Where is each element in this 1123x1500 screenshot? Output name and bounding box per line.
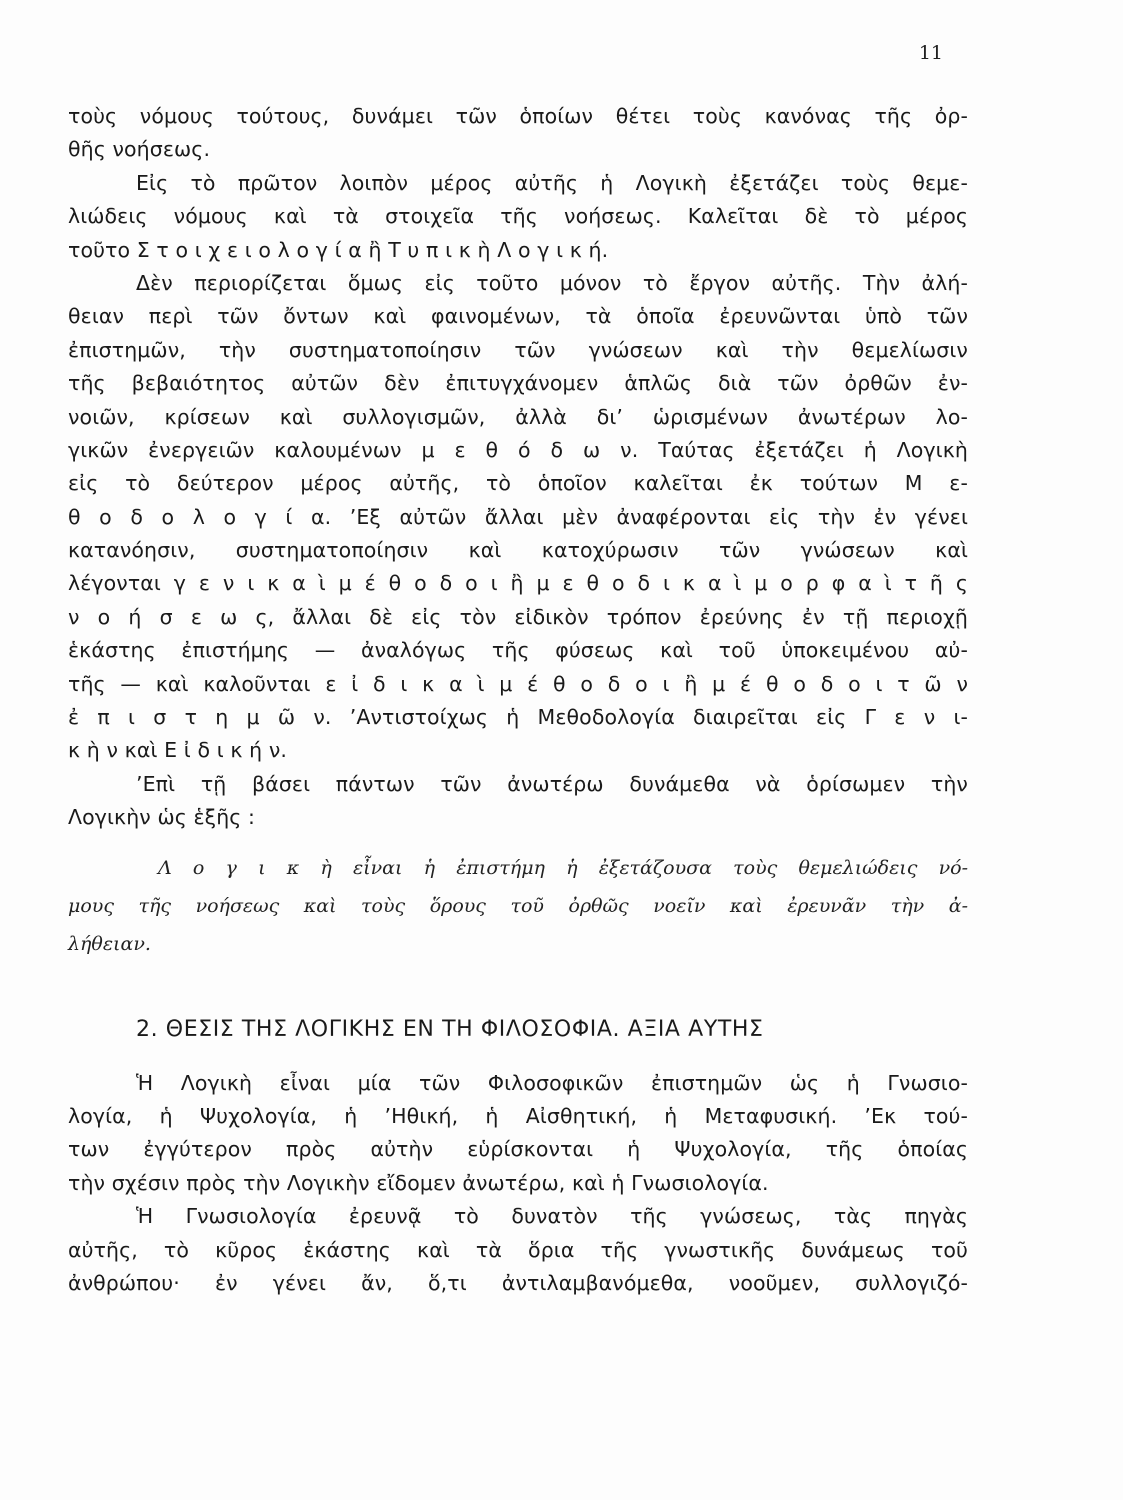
- text-line: νοιῶν, κρίσεων καὶ συλλογισμῶν, ἀλλὰ δι’ ὡρισμένων ἀνωτέρων λο-: [68, 404, 968, 429]
- definition-line: λήθειαν.: [68, 932, 151, 955]
- paragraph-1: [68, 100, 968, 167]
- text-line: λιώδεις νόμους καὶ τὰ στοιχεῖα τῆς νοήσεως. Καλεῖται δὲ τὸ μέρος: [68, 204, 968, 229]
- definition-block: [68, 849, 968, 963]
- text-line: τοὺς νόμους τούτους, δυνάμει τῶν ὁποίων θέτει τοὺς κανόνας τῆς ὀρ-: [68, 104, 968, 128]
- text-line: ἐ π ι σ τ η μ ῶ ν. ’Αντιστοίχως ἡ Μεθοδολογία διαιρεῖται εἰς Γ ε ν ι-: [68, 705, 968, 730]
- text-line: ’Επὶ τῇ βάσει πάντων τῶν ἀνωτέρω δυνάμεθα νὰ ὁρίσωμεν τὴν: [136, 771, 968, 796]
- text-line: Ἡ Γνωσιολογία ἐρευνᾷ τὸ δυνατὸν τῆς γνώσεως, τὰς πηγὰς: [136, 1204, 968, 1229]
- text-line: Εἰς τὸ πρῶτον λοιπὸν μέρος αὐτῆς ἡ Λογικὴ ἐξετάζει τοὺς θεμε-: [136, 170, 968, 195]
- text-line: θ ο δ ο λ ο γ ί α. ’Εξ αὐτῶν ἄλλαι μὲν ἀναφέρονται εἰς τὴν ἐν γένει: [68, 504, 968, 529]
- text-line: εἰς τὸ δεύτερον μέρος αὐτῆς, τὸ ὁποῖον καλεῖται ἐκ τούτων Μ ε-: [68, 471, 968, 496]
- text-line: θῆς νοήσεως.: [68, 137, 211, 162]
- text-line: των ἐγγύτερον πρὸς αὐτὴν εὑρίσκονται ἡ Ψυχολογία, τῆς ὁποίας: [68, 1137, 968, 1162]
- page-number: 11: [918, 42, 943, 64]
- paragraph-4: [68, 768, 968, 835]
- text-line: αὐτῆς, τὸ κῦρος ἑκάστης καὶ τὰ ὅρια τῆς γνωστικῆς δυνάμεως τοῦ: [68, 1237, 968, 1262]
- text-line: τὴν σχέσιν πρὸς τὴν Λογικὴν εἴδομεν ἀνωτέρω, καὶ ἡ Γνωσιολογία.: [68, 1170, 769, 1195]
- paragraph-3: [68, 267, 968, 768]
- paragraph-5: [68, 1067, 968, 1201]
- definition-line: μους τῆς νοήσεως καὶ τοὺς ὅρους τοῦ ὀρθῶς νοεῖν καὶ ἐρευνᾶν τὴν ἀ-: [68, 894, 968, 917]
- text-line: ἑκάστης ἐπιστήμης — ἀναλόγως τῆς φύσεως καὶ τοῦ ὑποκειμένου αὐ-: [68, 638, 968, 663]
- paragraph-2: [68, 167, 968, 267]
- text-line: λέγονται γ ε ν ι κ α ὶ μ έ θ ο δ ο ι ἢ μ ε θ ο δ ι κ α ὶ μ ο ρ φ α ὶ τ ῆ ς: [68, 571, 968, 596]
- text-line: ν ο ή σ ε ω ς, ἄλλαι δὲ εἰς τὸν εἰδικὸν τρόπον ἐρεύνης ἐν τῇ περιοχῇ: [68, 604, 968, 629]
- text-line: ἀνθρώπου· ἐν γένει ἄν, ὅ,τι ἀντιλαμβανόμεθα, νοοῦμεν, συλλογιζό-: [68, 1270, 968, 1295]
- text-line: τοῦτο Σ τ ο ι χ ε ι ο λ ο γ ί α ἢ Τ υ π ι κ ὴ Λ ο γ ι κ ή.: [68, 237, 609, 262]
- text-line: θειαν περὶ τῶν ὄντων καὶ φαινομένων, τὰ ὁποῖα ἐρευνῶνται ὑπὸ τῶν: [68, 304, 968, 329]
- body-text: [68, 100, 968, 1300]
- definition-line: Λ ο γ ι κ ὴ εἶναι ἡ ἐπιστήμη ἡ ἐξετάζουσα τοὺς θεμελιώδεις νό-: [158, 856, 968, 879]
- section-heading: 2. ΘΕΣΙΣ ΤΗΣ ΛΟΓΙΚΗΣ ΕΝ ΤΗ ΦΙΛΟΣΟΦΙΑ. ΑΞΙΑ ΑΥΤΗΣ: [136, 1016, 764, 1042]
- text-line: Ἡ Λογικὴ εἶναι μία τῶν Φιλοσοφικῶν ἐπιστημῶν ὡς ἡ Γνωσιο-: [136, 1070, 968, 1095]
- text-line: λογία, ἡ Ψυχολογία, ἡ ’Ηθική, ἡ Αἰσθητική, ἡ Μεταφυσική. ’Εκ τού-: [68, 1103, 968, 1128]
- text-line: Δὲν περιορίζεται ὅμως εἰς τοῦτο μόνον τὸ ἔργον αὐτῆς. Τὴν ἀλή-: [136, 270, 968, 295]
- text-line: ἐπιστημῶν, τὴν συστηματοποίησιν τῶν γνώσεων καὶ τὴν θεμελίωσιν: [68, 337, 968, 362]
- text-line: Λογικὴν ὡς ἑξῆς :: [68, 805, 256, 830]
- text-line: τῆς βεβαιότητος αὐτῶν δὲν ἐπιτυγχάνομεν ἁπλῶς διὰ τῶν ὀρθῶν ἐν-: [68, 371, 968, 396]
- text-line: κατανόησιν, συστηματοποίησιν καὶ κατοχύρωσιν τῶν γνώσεων καὶ: [68, 538, 968, 563]
- text-line: τῆς — καὶ καλοῦνται ε ἰ δ ι κ α ὶ μ έ θ ο δ ο ι ἢ μ έ θ ο δ ο ι τ ῶ ν: [68, 671, 968, 696]
- text-line: κ ὴ ν καὶ Ε ἰ δ ι κ ή ν.: [68, 738, 288, 763]
- paragraph-6: [68, 1200, 968, 1300]
- text-line: γικῶν ἐνεργειῶν καλουμένων μ ε θ ό δ ω ν. Ταύτας ἐξετάζει ἡ Λογικὴ: [68, 437, 968, 462]
